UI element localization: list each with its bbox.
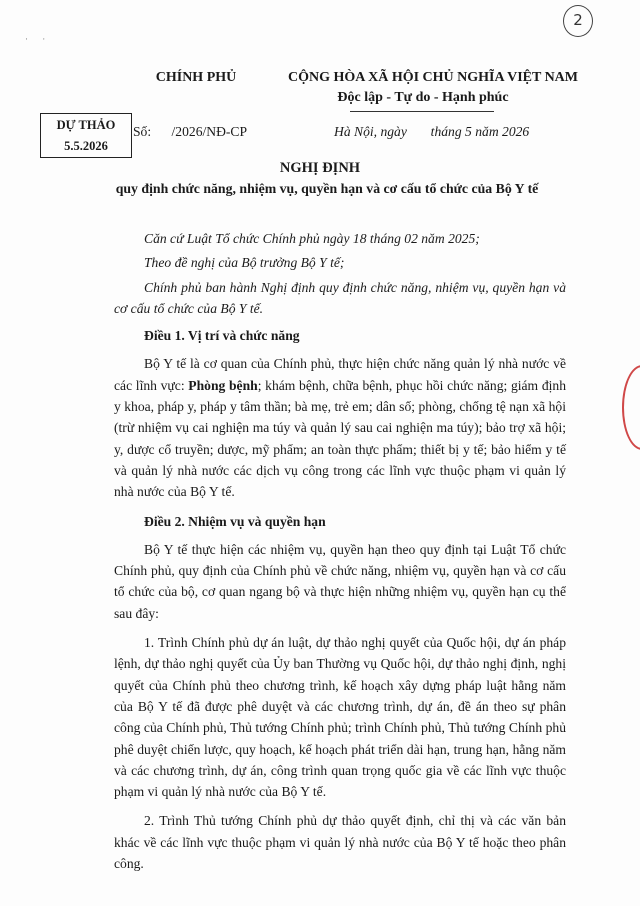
article-1-text-rest: ; khám bệnh, chữa bệnh, phục hồi chức năng; giám định y khoa, pháp y, pháp y tâm thần; bà mẹ, trẻ em; dân số; phòng, chống tệ nạn xã hội (trừ nhiệm vụ cai nghiện ma túy và quản lý sau cai nghiện ma túy); bảo trợ xã hội; y, dược cổ truyền; dược, mỹ phẩm; an toàn thực phẩm; thiết bị y tế; bảo hiểm y tế và quản lý nhà nước các dịch vụ công trong các lĩnh vực thuộc phạm vi quản lý nhà nước của Bộ Y tế. [114,377,566,500]
scan-specks: · · [25,34,52,44]
page-number-badge: 2 [563,5,593,37]
country-name: CỘNG HÒA XÃ HỘI CHỦ NGHĨA VIỆT NAM [287,70,578,85]
article-2-item-2: 2. Trình Thủ tướng Chính phủ dự thảo quyết định, chỉ thị và các văn bản khác về các lĩnh vực thuộc phạm vi quản lý nhà nước của Bộ Y tế hoặc theo phân công. [114,813,566,872]
motto-underline [350,111,494,112]
article-1-heading: Điều 1. Vị trí và chức năng [144,328,300,344]
document-subject: quy định chức năng, nhiệm vụ, quyền hạn và cơ cấu tổ chức của Bộ Y tế [115,181,539,196]
preamble-basis: Căn cứ Luật Tổ chức Chính phủ ngày 18 tháng 02 năm 2025; [144,231,480,246]
article-2-heading: Điều 2. Nhiệm vụ và quyền hạn [144,513,326,529]
document-type: NGHỊ ĐỊNH [279,160,361,176]
article-1-text-start: Bộ Y tế là cơ quan của Chính phủ, thực hiện chức năng quản lý nhà nước về các lĩnh vực: [114,356,566,393]
article-2-item-1: 1. Trình Chính phủ dự án luật, dự thảo nghị quyết của Quốc hội, dự án pháp lệnh, dự thảo nghị quyết của Ủy ban Thường vụ Quốc hội, dự thảo nghị định, nghị quyết của Chính phủ theo chương trình, kế hoạch xây dựng pháp luật hằng năm của Bộ Y tế đã được phê duyệt và các chương trình, dự án, đề án theo sự phân công của Chính phủ, Thủ tướng Chính phủ; trình Chính phủ, Thủ tướng Chính phủ phê duyệt chiến lược, quy hoạch, kế hoạch phát triển dài hạn, trung hạn, hằng năm và các chương trình, dự án, công trình quan trọng quốc gia về các lĩnh vực thuộc phạm vi quản lý nhà nước của Bộ Y tế. [114,635,566,800]
red-seal-fragment [622,365,640,450]
place-and-date: Hà Nội, ngày tháng 5 năm 2026 [334,124,530,139]
article-1-text [114,353,566,502]
preamble-proposal: Theo đề nghị của Bộ trưởng Bộ Y tế; [144,255,345,271]
national-motto: Độc lập - Tự do - Hạnh phúc [337,90,509,105]
preamble-promulgation: Chính phủ ban hành Nghị định quy định chức năng, nhiệm vụ, quyền hạn và cơ cấu tổ chức của Bộ Y tế. [114,279,566,316]
draft-stamp [40,113,132,158]
article-2-intro: Bộ Y tế thực hiện các nhiệm vụ, quyền hạn theo quy định tại Luật Tổ chức Chính phủ, quy định của Chính phủ về chức năng, nhiệm vụ, quyền hạn và cơ cấu tổ chức của bộ, cơ quan ngang bộ và thực hiện những nhiệm vụ, quyền hạn cụ thể sau đây: [114,541,566,621]
document-body [114,228,566,882]
issuer-name: CHÍNH PHỦ [155,70,237,85]
document-number: Số: /2026/NĐ-CP [133,124,248,139]
draft-stamp-label: DỰ THẢO [56,118,116,132]
article-1-highlight: Phòng bệnh [188,377,258,393]
draft-stamp-date: 5.5.2026 [64,139,108,153]
